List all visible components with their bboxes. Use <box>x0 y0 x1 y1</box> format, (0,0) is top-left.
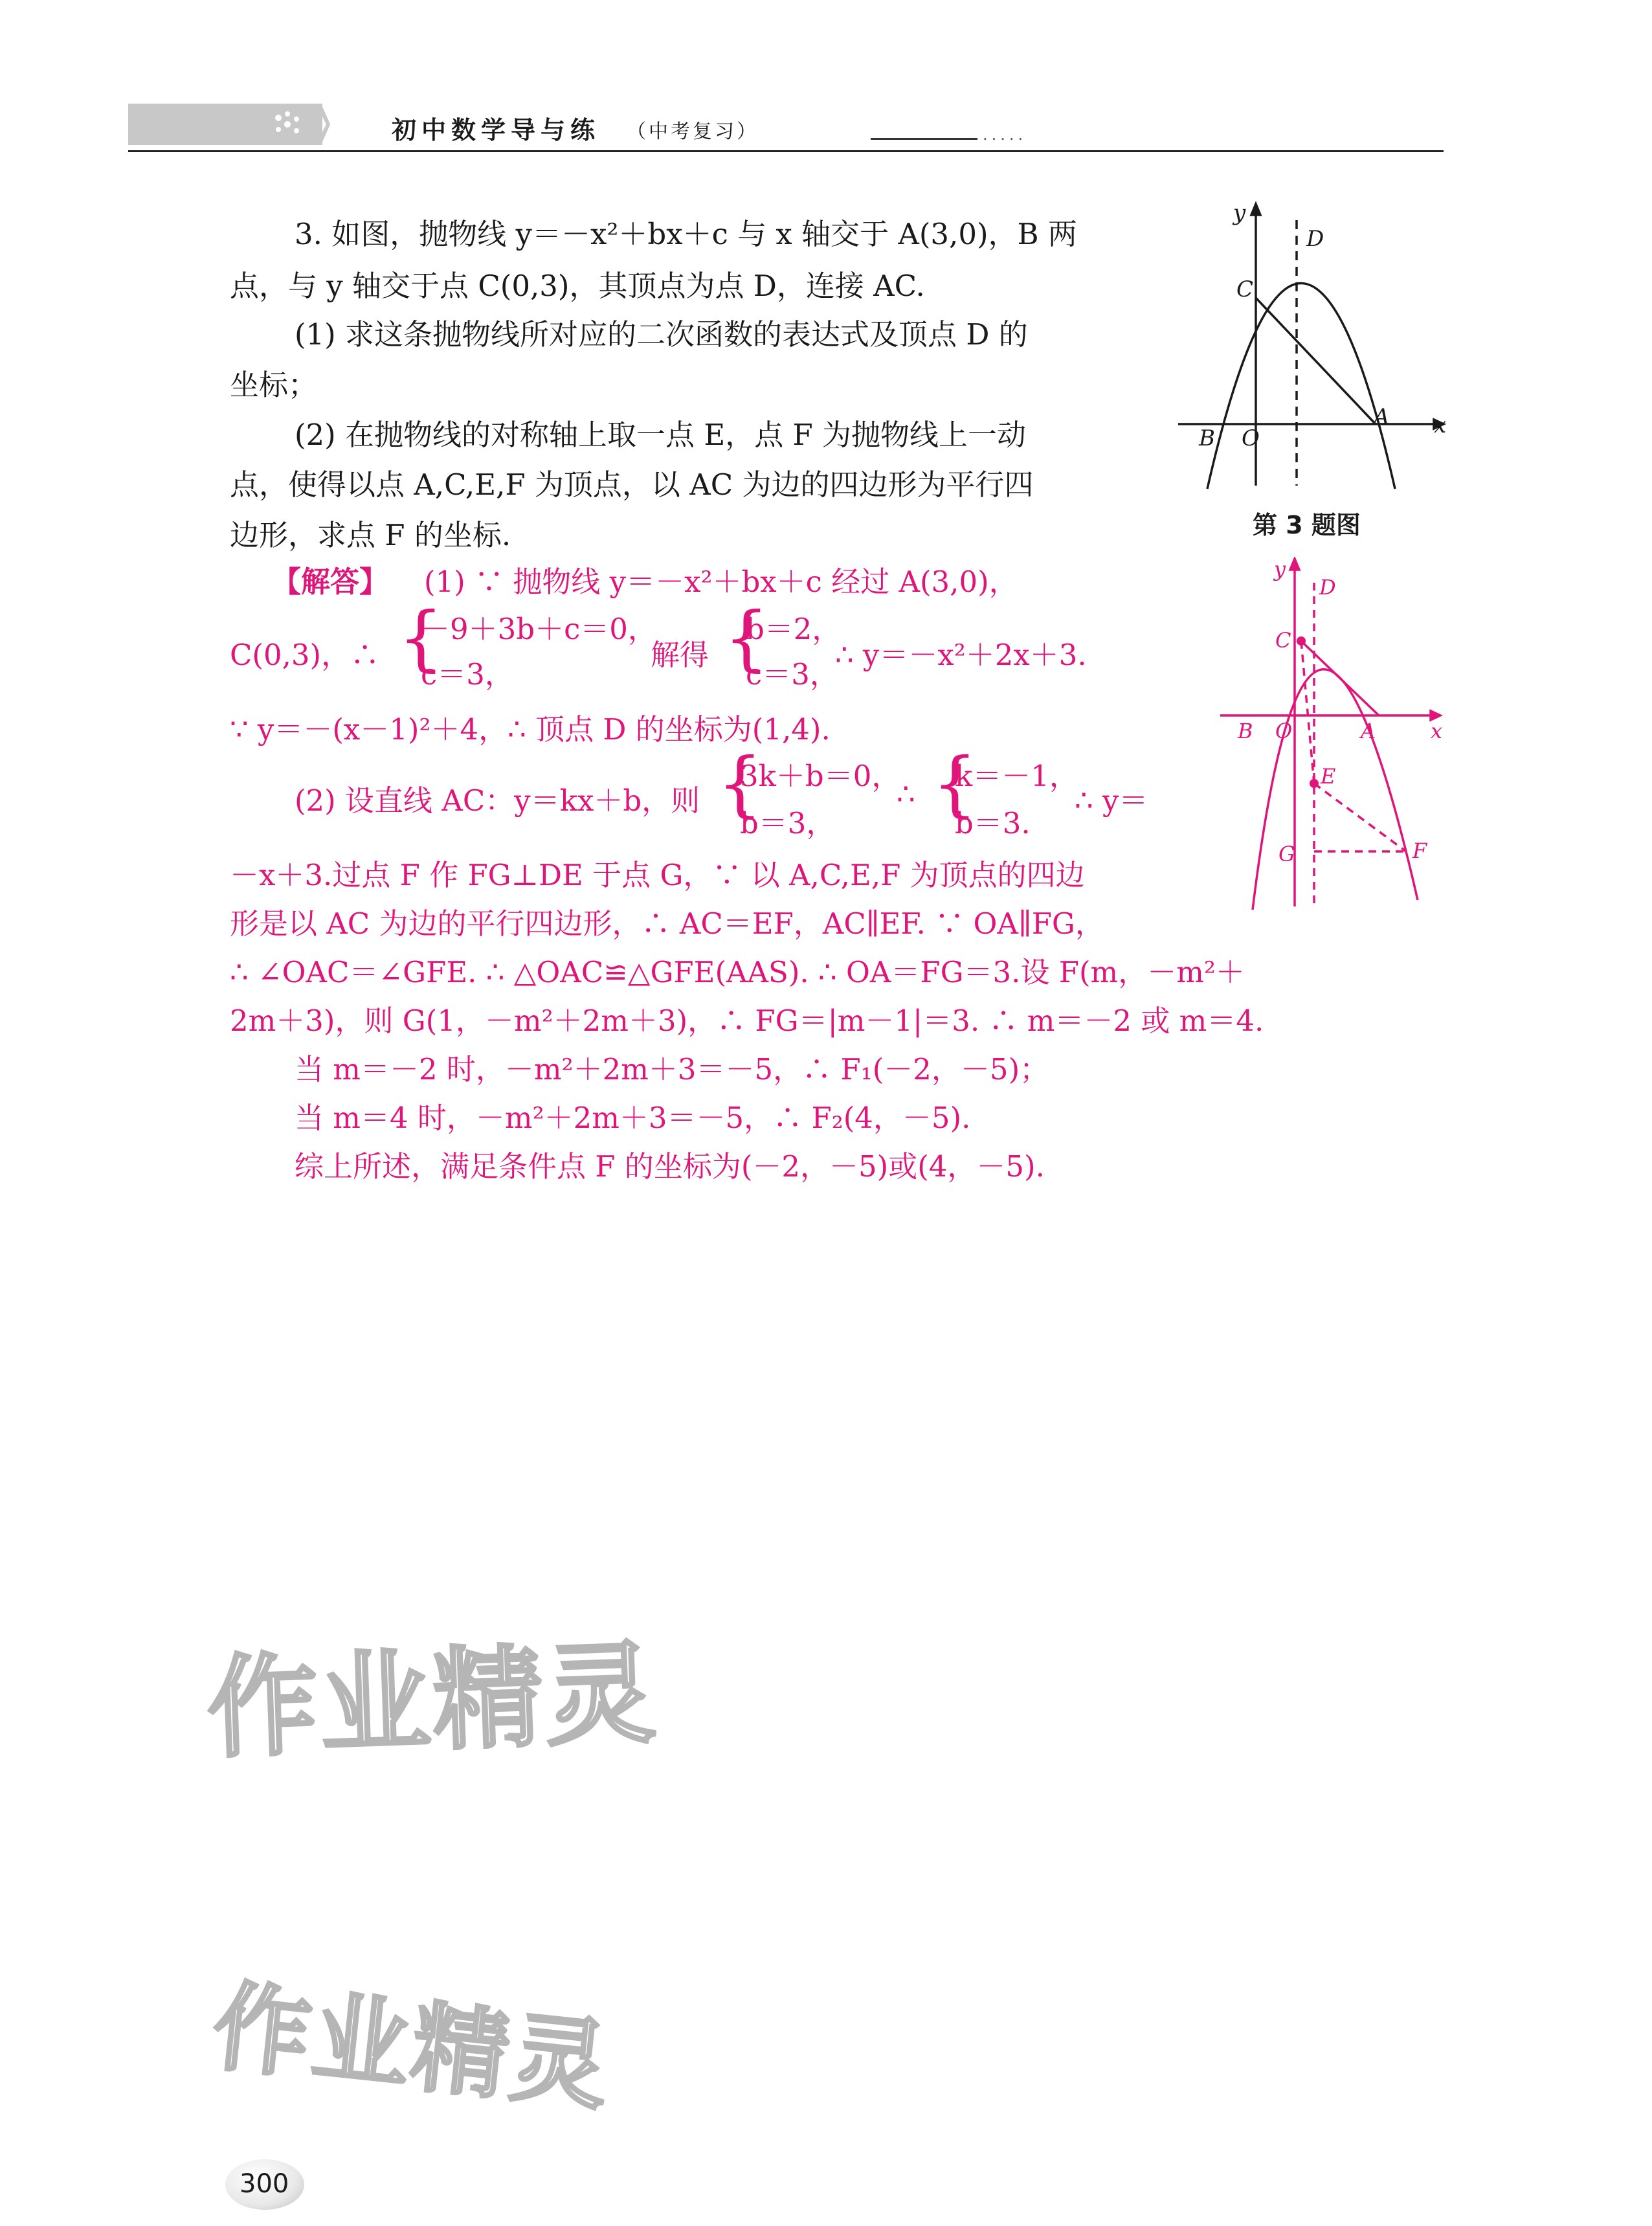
answer-line-8: 2m＋3)，则 G(1，－m²＋2m＋3)，∴ FG＝|m－1|＝3. ∴ m＝－2 或 m＝4. <box>230 1004 1264 1038</box>
label-y: y <box>1233 201 1246 226</box>
system-brace-3: { <box>717 742 763 825</box>
question-line-2: 点，与 y 轴交于点 C(0,3)，其顶点为点 D，连接 AC. <box>230 269 925 303</box>
label-o: O <box>1242 425 1260 451</box>
system-3-eq-1: 3k＋b＝0， <box>740 759 901 793</box>
label-a: A <box>1361 719 1376 743</box>
system-2-eq-2: c＝3， <box>746 657 839 691</box>
answer-tag: 【解答】 <box>272 565 389 599</box>
label-o: O <box>1275 719 1293 743</box>
answer-line-4c: ∴ y＝ <box>1075 783 1148 818</box>
system-4-eq-2: b＝3. <box>955 806 1031 840</box>
question-line-6: 点，使得以点 A,C,E,F 为顶点，以 AC 为边的四边形为平行四 <box>230 467 1034 502</box>
system-4-eq-1: k＝－1， <box>955 759 1078 793</box>
label-d: D <box>1306 226 1324 252</box>
header-dots-decor <box>259 104 330 145</box>
question-line-7: 边形，求点 F 的坐标. <box>230 518 511 552</box>
label-c: C <box>1236 276 1254 302</box>
label-b: B <box>1238 719 1253 743</box>
watermark-1: 作业精灵 <box>205 1629 660 1774</box>
segment-ac <box>1256 298 1376 424</box>
header-rule <box>128 150 1444 152</box>
question-line-5: (2) 在抛物线的对称轴上取一点 E，点 F 为抛物线上一动 <box>295 418 1027 452</box>
parabola-curve <box>1207 284 1395 489</box>
label-x: x <box>1431 719 1443 743</box>
label-c: C <box>1275 628 1291 653</box>
answer-line-11: 综上所述，满足条件点 F 的坐标为(－2，－5)或(4，－5). <box>295 1149 1045 1184</box>
header-subtitle: （中考复习） <box>627 120 759 143</box>
question-line-3: (1) 求这条抛物线所对应的二次函数的表达式及顶点 D 的 <box>295 317 1028 352</box>
answer-line-2c: ∴ y＝－x²＋2x＋3. <box>835 638 1087 672</box>
page-number: 300 <box>240 2169 289 2199</box>
answer-line-1: (1) ∵ 抛物线 y＝－x²＋bx＋c 经过 A(3,0)， <box>424 565 1018 599</box>
answer-line-7: ∴ ∠OAC＝∠GFE. ∴ △OAC≌△GFE(AAS). ∴ OA＝FG＝3.设 F(m，－m²＋ <box>230 955 1245 989</box>
answer-line-4b: ∴ <box>897 777 915 811</box>
answer-line-6: 形是以 AC 为边的平行四边形，∴ AC＝EF，AC∥EF. ∵ OA∥FG， <box>230 906 1104 941</box>
answer-line-3: ∵ y＝－(x－1)²＋4，∴ 顶点 D 的坐标为(1,4). <box>230 712 831 747</box>
answer-line-4a: (2) 设直线 AC：y＝kx＋b，则 <box>295 783 700 818</box>
system-1-eq-1: －9＋3b＋c＝0， <box>421 612 657 646</box>
watermark-2: 作业精灵 <box>208 1970 616 2124</box>
header-dots: ..... <box>983 126 1027 144</box>
figure-question-parabola <box>1165 201 1450 492</box>
answer-line-9: 当 m＝－2 时，－m²＋2m＋3＝－5，∴ F₁(－2，－5)； <box>295 1052 1049 1086</box>
system-brace-4: { <box>932 742 977 825</box>
point-c <box>1297 636 1306 646</box>
y-axis-arrow <box>1290 559 1299 570</box>
answer-line-10: 当 m＝4 时，－m²＋2m＋3＝－5，∴ F₂(4，－5). <box>295 1101 971 1135</box>
parabola-curve <box>1253 669 1418 910</box>
label-x: x <box>1434 412 1447 438</box>
system-brace-2: { <box>724 596 769 679</box>
label-e: E <box>1321 764 1336 789</box>
point-e <box>1310 779 1319 788</box>
system-2-eq-1: b＝2， <box>746 612 842 646</box>
header-title: 初中数学导与练 <box>392 116 601 144</box>
answer-line-5: －x＋3.过点 F 作 FG⊥DE 于点 G，∵ 以 A,C,E,F 为顶点的四边 <box>230 858 1085 892</box>
segment-ef <box>1314 783 1406 851</box>
question-line-1: 3. 如图，抛物线 y＝－x²＋bx＋c 与 x 轴交于 A(3,0)，B 两 <box>295 217 1077 251</box>
answer-line-2a: C(0,3)，∴ <box>230 638 380 672</box>
answer-line-2b: 解得 <box>651 638 709 672</box>
system-3-eq-2: b＝3， <box>740 806 836 840</box>
label-g: G <box>1278 842 1295 866</box>
system-1-eq-2: c＝3， <box>421 657 514 691</box>
figure-caption: 第 3 题图 <box>1253 511 1361 539</box>
label-d: D <box>1319 575 1336 600</box>
label-y: y <box>1274 557 1286 581</box>
segment-ce <box>1301 641 1314 783</box>
header-underline <box>871 138 977 140</box>
system-brace-1: { <box>398 596 443 679</box>
segment-ac <box>1301 641 1379 715</box>
label-b: B <box>1199 425 1215 451</box>
question-line-4: 坐标； <box>230 368 318 402</box>
figure-answer-parabola <box>1217 557 1450 919</box>
y-axis-arrow <box>1251 204 1260 215</box>
label-a: A <box>1374 404 1390 430</box>
label-f: F <box>1412 838 1427 863</box>
